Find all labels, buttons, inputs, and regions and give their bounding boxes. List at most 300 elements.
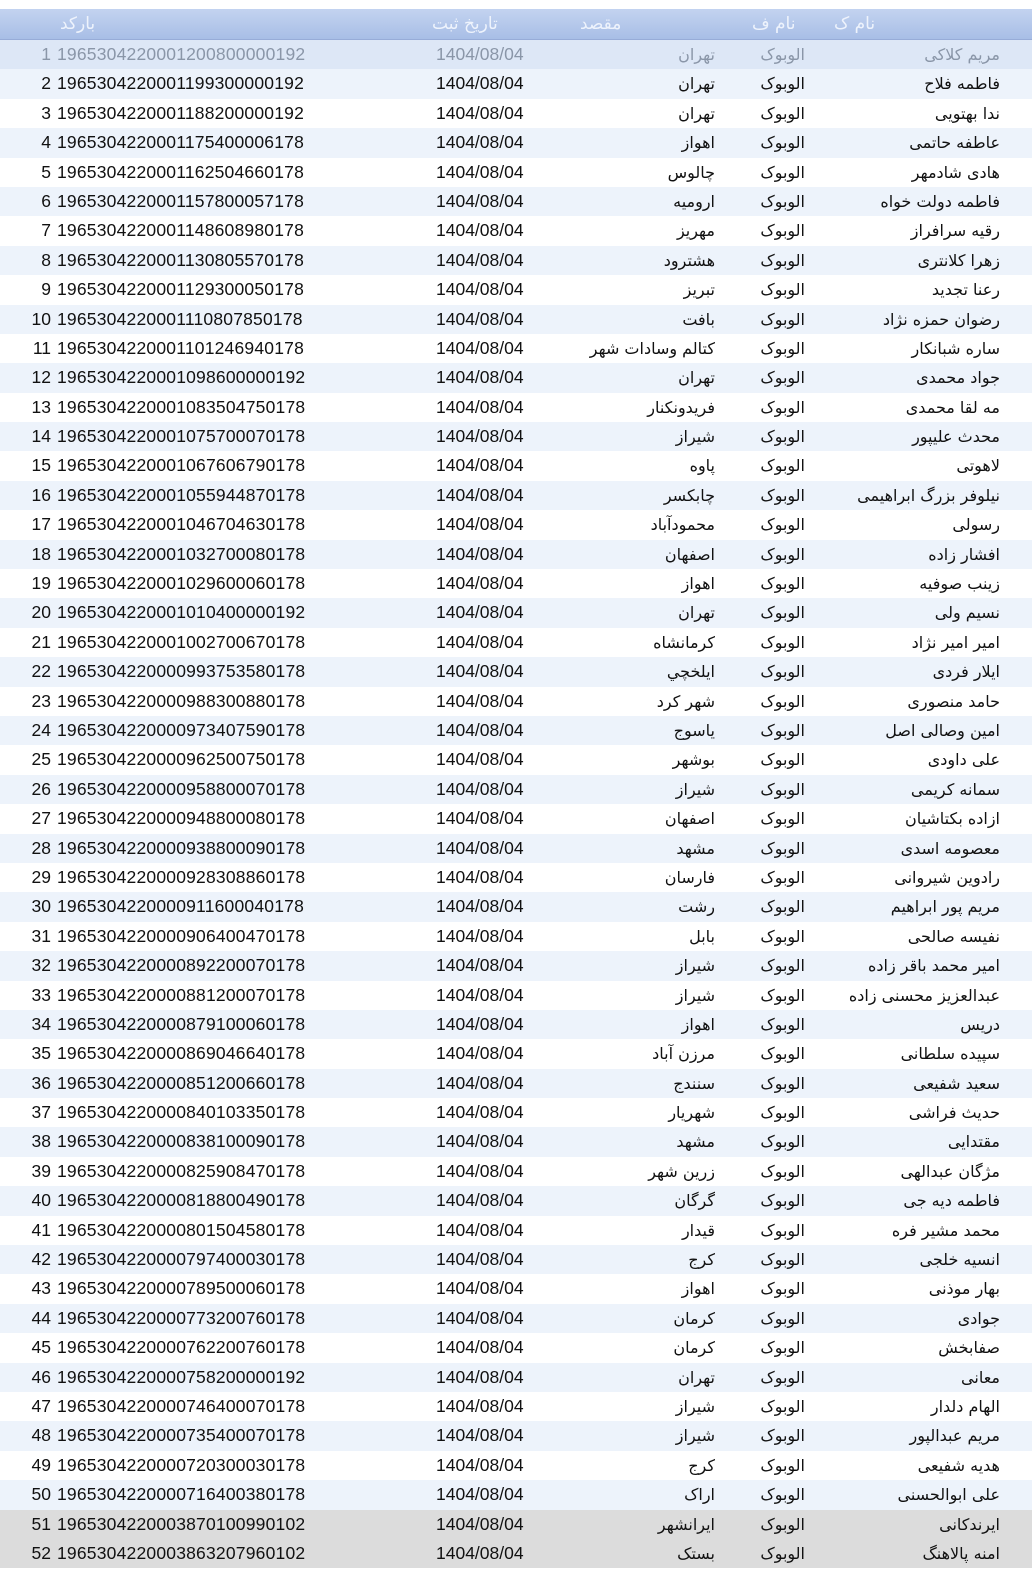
row-destination: تهران [678, 74, 715, 94]
table-row[interactable] [0, 1069, 1032, 1098]
row-number: 49 [31, 1454, 51, 1475]
table-row[interactable] [0, 687, 1032, 716]
row-first-name: زینب صوفیه [919, 574, 1000, 594]
row-last-name: الوبوک [760, 779, 805, 799]
table-row[interactable] [0, 246, 1032, 275]
row-number: 12 [31, 367, 51, 388]
row-last-name: الوبوک [760, 1220, 805, 1240]
row-first-name: سعید شفیعی [913, 1073, 1000, 1093]
row-destination: پاوه [689, 456, 715, 476]
row-date: 1404/08/04 [436, 602, 524, 623]
row-date: 1404/08/04 [436, 661, 524, 682]
table-header [0, 9, 1032, 40]
row-number: 36 [31, 1072, 51, 1093]
row-barcode: 1965304220000735400070178 [57, 1425, 306, 1446]
row-barcode: 1965304220000746400070178 [57, 1395, 306, 1416]
row-last-name: الوبوک [760, 691, 805, 711]
row-last-name: الوبوک [760, 133, 805, 153]
row-first-name: انسیه خلجی [919, 1250, 1000, 1270]
row-last-name: الوبوک [760, 485, 805, 505]
row-last-name: الوبوک [760, 74, 805, 94]
row-barcode: 1965304220003863207960102 [57, 1542, 306, 1563]
table-row[interactable] [0, 1039, 1032, 1068]
table-row[interactable] [0, 40, 1032, 69]
row-last-name: الوبوک [760, 1161, 805, 1181]
row-first-name: بهار موذنی [928, 1279, 1000, 1299]
row-barcode: 1965304220001029600060178 [57, 573, 306, 594]
table-row[interactable] [0, 363, 1032, 392]
table-row[interactable] [0, 1539, 1032, 1568]
table-row[interactable] [0, 1010, 1032, 1039]
row-destination: اهواز [681, 574, 715, 594]
row-barcode: 1965304220000789500060178 [57, 1278, 306, 1299]
row-number: 46 [31, 1366, 51, 1387]
row-number: 45 [31, 1337, 51, 1358]
row-number: 34 [31, 1013, 51, 1034]
row-barcode: 1965304220000825908470178 [57, 1160, 306, 1181]
row-date: 1404/08/04 [436, 573, 524, 594]
row-destination: اهواز [681, 133, 715, 153]
row-first-name: رعنا تجدید [931, 280, 1000, 300]
row-barcode: 1965304220001032700080178 [57, 543, 306, 564]
row-last-name: الوبوک [760, 1514, 805, 1534]
row-number: 50 [31, 1484, 51, 1505]
row-date: 1404/08/04 [436, 455, 524, 476]
row-barcode: 1965304220001129300050178 [57, 279, 305, 300]
table-row[interactable] [0, 481, 1032, 510]
row-destination: ایرانشهر [657, 1514, 715, 1534]
row-last-name: الوبوک [760, 1279, 805, 1299]
row-barcode: 1965304220000869046640178 [57, 1043, 306, 1064]
row-number: 25 [31, 749, 51, 770]
row-destination: سنندج [673, 1073, 715, 1093]
row-last-name: الوبوک [760, 1455, 805, 1475]
row-first-name: رضوان حمزه نژاد [882, 309, 1000, 329]
row-date: 1404/08/04 [436, 1190, 524, 1211]
row-number: 47 [31, 1395, 51, 1416]
table-row[interactable] [0, 451, 1032, 480]
row-date: 1404/08/04 [436, 896, 524, 917]
row-number: 17 [31, 514, 51, 535]
row-first-name: امیر امیر نژاد [911, 632, 1000, 652]
row-number: 52 [31, 1542, 51, 1563]
row-destination: فریدونکنار [647, 397, 715, 417]
row-date: 1404/08/04 [436, 1278, 524, 1299]
table-row[interactable] [0, 1274, 1032, 1303]
table-row[interactable] [0, 863, 1032, 892]
row-date: 1404/08/04 [436, 749, 524, 770]
table-row[interactable] [0, 922, 1032, 951]
row-number: 16 [31, 484, 51, 505]
row-last-name: الوبوک [760, 574, 805, 594]
row-date: 1404/08/04 [436, 190, 524, 211]
table-row[interactable] [0, 716, 1032, 745]
row-destination: کرج [688, 1455, 715, 1475]
row-destination: زرین شهر [648, 1161, 715, 1181]
row-last-name: الوبوک [760, 867, 805, 887]
row-first-name: هادی شادمهر [911, 162, 1000, 182]
row-last-name: الوبوک [760, 750, 805, 770]
row-last-name: الوبوک [760, 221, 805, 241]
table-row[interactable] [0, 745, 1032, 774]
row-barcode: 1965304220001200800000192 [57, 44, 306, 64]
table-row[interactable] [0, 1480, 1032, 1509]
row-date: 1404/08/04 [436, 778, 524, 799]
row-destination: تهران [678, 45, 715, 64]
row-first-name: سپیده سلطانی [900, 1044, 1000, 1064]
row-number: 48 [31, 1425, 51, 1446]
row-number: 10 [31, 308, 51, 329]
row-first-name: امیر محمد باقر زاده [868, 956, 1000, 976]
row-barcode: 1965304220001162504660178 [57, 161, 305, 182]
table-row[interactable] [0, 540, 1032, 569]
row-date: 1404/08/04 [436, 426, 524, 447]
row-barcode: 1965304220000993753580178 [57, 661, 306, 682]
row-last-name: الوبوک [760, 45, 805, 64]
row-last-name: الوبوک [760, 1014, 805, 1034]
table-row[interactable] [0, 1392, 1032, 1421]
table-row[interactable] [0, 834, 1032, 863]
row-number: 23 [31, 690, 51, 711]
table-row[interactable] [0, 510, 1032, 539]
row-barcode: 1965304220001046704630178 [57, 514, 306, 535]
row-number: 44 [31, 1307, 51, 1328]
row-first-name: مریم پور ابراهیم [890, 897, 1000, 917]
row-last-name: الوبوک [760, 720, 805, 740]
row-last-name: الوبوک [760, 250, 805, 270]
row-date: 1404/08/04 [436, 337, 524, 358]
row-barcode: 1965304220001010400000192 [57, 602, 306, 623]
row-date: 1404/08/04 [436, 631, 524, 652]
row-destination: فارسان [664, 867, 715, 887]
table-row[interactable] [0, 187, 1032, 216]
table-row[interactable] [0, 393, 1032, 422]
row-number: 35 [31, 1043, 51, 1064]
table-row[interactable] [0, 422, 1032, 451]
row-last-name: الوبوک [760, 280, 805, 300]
row-destination: شیراز [675, 427, 715, 447]
table-row[interactable] [0, 1157, 1032, 1186]
table-row[interactable] [0, 775, 1032, 804]
row-first-name: جوادی [957, 1308, 1000, 1328]
row-first-name: معصومه اسدی [900, 838, 1000, 858]
row-destination: اهواز [681, 1279, 715, 1299]
row-barcode: 1965304220000973407590178 [57, 719, 306, 740]
row-destination: ایلخچي [666, 662, 715, 682]
row-last-name: الوبوک [760, 897, 805, 917]
row-date: 1404/08/04 [436, 484, 524, 505]
row-first-name: حامد منصوری [907, 691, 1000, 711]
row-number: 28 [31, 837, 51, 858]
row-first-name: صفابخش [938, 1338, 1000, 1358]
row-last-name: الوبوک [760, 397, 805, 417]
row-last-name: الوبوک [760, 1250, 805, 1270]
row-first-name: محمد مشیر فره [891, 1220, 1000, 1240]
header-destination[interactable]: مقصد [580, 14, 622, 34]
row-number: 11 [32, 337, 51, 358]
row-last-name: الوبوک [760, 1426, 805, 1446]
table-row[interactable] [0, 1304, 1032, 1333]
row-last-name: الوبوک [760, 1132, 805, 1152]
row-last-name: الوبوک [760, 1367, 805, 1387]
row-barcode: 1965304220000892200070178 [57, 955, 306, 976]
row-date: 1404/08/04 [436, 984, 524, 1005]
table-row[interactable] [0, 951, 1032, 980]
row-first-name: ایرندکانی [939, 1514, 1000, 1534]
table-body [0, 40, 1032, 1568]
row-destination: اراک [684, 1485, 715, 1505]
row-last-name: الوبوک [760, 1044, 805, 1064]
row-first-name: نفیسه صالحی [907, 926, 1000, 946]
table-row[interactable] [0, 158, 1032, 187]
row-date: 1404/08/04 [436, 1425, 524, 1446]
table-row[interactable] [0, 275, 1032, 304]
row-barcode: 1965304220001188200000192 [57, 102, 305, 123]
table-row[interactable] [0, 598, 1032, 627]
row-barcode: 1965304220000928308860178 [57, 866, 306, 887]
row-barcode: 1965304220000962500750178 [57, 749, 306, 770]
table-row[interactable] [0, 305, 1032, 334]
row-barcode: 1965304220001157800057178 [57, 190, 305, 211]
row-last-name: الوبوک [760, 956, 805, 976]
row-barcode: 1965304220003870100990102 [57, 1513, 306, 1534]
row-last-name: الوبوک [760, 1396, 805, 1416]
table-row[interactable] [0, 1451, 1032, 1480]
row-number: 4 [41, 132, 51, 153]
row-date: 1404/08/04 [436, 1454, 524, 1475]
row-date: 1404/08/04 [436, 1072, 524, 1093]
row-last-name: الوبوک [760, 338, 805, 358]
table-row[interactable] [0, 1245, 1032, 1274]
row-date: 1404/08/04 [436, 866, 524, 887]
row-barcode: 1965304220000801504580178 [57, 1219, 306, 1240]
row-number: 3 [41, 102, 51, 123]
row-destination: مهریز [676, 221, 715, 241]
row-destination: کرمان [673, 1338, 715, 1358]
table-row[interactable] [0, 1098, 1032, 1127]
row-destination: تهران [678, 103, 715, 123]
row-barcode: 1965304220001002700670178 [57, 631, 306, 652]
row-first-name: امنه پالاهنگ [922, 1543, 1000, 1563]
row-destination: یاسوج [673, 720, 715, 740]
row-number: 38 [31, 1131, 51, 1152]
row-number: 37 [31, 1102, 51, 1123]
row-date: 1404/08/04 [436, 1542, 524, 1563]
row-destination: کتالم وسادات شهر [589, 338, 715, 358]
row-first-name: مه لقا محمدی [905, 397, 1000, 417]
row-last-name: الوبوک [760, 985, 805, 1005]
row-destination: چابکسر [663, 485, 715, 505]
row-date: 1404/08/04 [436, 73, 524, 94]
table-row[interactable] [0, 1510, 1032, 1539]
row-barcode: 1965304220000988300880178 [57, 690, 306, 711]
row-first-name: محدث علیپور [912, 427, 1000, 447]
row-last-name: الوبوک [760, 191, 805, 211]
row-date: 1404/08/04 [436, 396, 524, 417]
row-date: 1404/08/04 [436, 1307, 524, 1328]
row-last-name: الوبوک [760, 544, 805, 564]
row-last-name: الوبوک [760, 926, 805, 946]
row-number: 30 [31, 896, 51, 917]
row-number: 13 [31, 396, 51, 417]
row-destination: مشهد [676, 838, 715, 858]
row-first-name: علی ابوالحسنی [897, 1485, 1000, 1505]
table-row[interactable] [0, 1186, 1032, 1215]
row-first-name: معانی [961, 1367, 1000, 1387]
row-number: 21 [31, 631, 51, 652]
row-destination: گرگان [674, 1191, 715, 1211]
row-first-name: امین وصالی اصل [885, 720, 1000, 740]
row-number: 29 [31, 866, 51, 887]
row-date: 1404/08/04 [436, 1013, 524, 1034]
row-last-name: الوبوک [760, 456, 805, 476]
table-row[interactable] [0, 804, 1032, 833]
table-row[interactable] [0, 1216, 1032, 1245]
row-number: 2 [41, 73, 51, 94]
row-date: 1404/08/04 [436, 925, 524, 946]
row-barcode: 1965304220000879100060178 [57, 1013, 306, 1034]
row-destination: اصفهان [664, 544, 715, 564]
table-row[interactable] [0, 99, 1032, 128]
row-barcode: 1965304220000716400380178 [57, 1484, 306, 1505]
row-destination: ارومیه [673, 191, 715, 211]
row-number: 51 [31, 1513, 51, 1534]
row-destination: تهران [678, 368, 715, 388]
row-first-name: فاطمه دولت خواه [880, 191, 1000, 211]
row-number: 14 [31, 426, 51, 447]
row-first-name: الهام دلدار [930, 1396, 1000, 1416]
table-row[interactable] [0, 1421, 1032, 1450]
row-date: 1404/08/04 [436, 132, 524, 153]
table-row[interactable] [0, 1363, 1032, 1392]
header-first-name[interactable]: نام ک [834, 14, 876, 34]
row-first-name: ندا بهتویی [934, 103, 1000, 123]
row-barcode: 1965304220001098600000192 [57, 367, 306, 388]
table-row[interactable] [0, 334, 1032, 363]
row-last-name: الوبوک [760, 427, 805, 447]
row-barcode: 1965304220001130805570178 [57, 249, 305, 270]
row-number: 9 [41, 279, 51, 300]
row-first-name: مقتدایی [947, 1132, 1000, 1152]
row-date: 1404/08/04 [436, 514, 524, 535]
row-destination: شهر کرد [656, 691, 715, 711]
row-number: 20 [31, 602, 51, 623]
row-date: 1404/08/04 [436, 690, 524, 711]
table-row[interactable] [0, 569, 1032, 598]
row-first-name: حدیث فراشی [908, 1103, 1000, 1123]
table-row[interactable] [0, 657, 1032, 686]
row-destination: شیراز [675, 1426, 715, 1446]
row-first-name: نیلوفر بزرگ ابراهیمی [857, 485, 1000, 505]
row-destination: مرزن آباد [652, 1044, 715, 1064]
row-number: 41 [31, 1219, 51, 1240]
row-barcode: 1965304220000881200070178 [57, 984, 306, 1005]
row-barcode: 1965304220001075700070178 [57, 426, 306, 447]
row-date: 1404/08/04 [436, 249, 524, 270]
row-first-name: ساره شبانکار [911, 338, 1000, 358]
row-destination: مشهد [676, 1132, 715, 1152]
row-destination: کرمان [673, 1308, 715, 1328]
row-number: 24 [31, 719, 51, 740]
row-date: 1404/08/04 [436, 1513, 524, 1534]
row-number: 22 [31, 661, 51, 682]
row-destination: تبریز [683, 280, 715, 300]
row-barcode: 1965304220001110807850178 [57, 308, 303, 329]
row-date: 1404/08/04 [436, 102, 524, 123]
row-first-name: زهرا کلانتری [917, 250, 1000, 270]
header-date[interactable]: تاریخ ثبت [432, 14, 498, 34]
row-last-name: الوبوک [760, 162, 805, 182]
row-destination: بابل [689, 926, 715, 946]
row-number: 5 [41, 161, 51, 182]
row-date: 1404/08/04 [436, 1102, 524, 1123]
row-first-name: دریس [960, 1014, 1000, 1034]
row-first-name: مریم عبدالپور [909, 1426, 1000, 1446]
row-first-name: مژگان عبدالهی [900, 1161, 1000, 1181]
table-row[interactable] [0, 128, 1032, 157]
row-date: 1404/08/04 [436, 1249, 524, 1270]
table-row[interactable] [0, 981, 1032, 1010]
row-first-name: رقیه سرافراز [910, 221, 1000, 241]
header-last-name[interactable]: نام ف [752, 14, 796, 34]
row-first-name: جواد محمدی [916, 368, 1000, 388]
row-date: 1404/08/04 [436, 308, 524, 329]
row-date: 1404/08/04 [436, 367, 524, 388]
row-number: 31 [31, 925, 51, 946]
table-row[interactable] [0, 216, 1032, 245]
row-date: 1404/08/04 [436, 44, 524, 64]
table-row[interactable] [0, 1333, 1032, 1362]
row-last-name: الوبوک [760, 1543, 805, 1563]
row-first-name: عبدالعزیز محسنی زاده [848, 985, 1000, 1005]
table-row[interactable] [0, 1127, 1032, 1156]
row-number: 19 [31, 573, 51, 594]
row-destination: تهران [678, 1367, 715, 1387]
row-first-name: فاطمه فلاح [924, 74, 1000, 94]
row-first-name: رسولی [952, 515, 1000, 535]
table-row[interactable] [0, 628, 1032, 657]
row-last-name: الوبوک [760, 1308, 805, 1328]
row-destination: قیدار [681, 1220, 715, 1240]
row-barcode: 1965304220000818800490178 [57, 1190, 306, 1211]
row-first-name: نسیم ولی [934, 603, 1000, 623]
table-row[interactable] [0, 69, 1032, 98]
row-barcode: 1965304220000720300030178 [57, 1454, 306, 1475]
row-barcode: 1965304220001067606790178 [57, 455, 306, 476]
row-barcode: 1965304220000840103350178 [57, 1102, 306, 1123]
row-number: 15 [31, 455, 51, 476]
row-date: 1404/08/04 [436, 837, 524, 858]
row-barcode: 1965304220001101246940178 [57, 337, 305, 358]
row-destination: بافت [682, 309, 715, 329]
row-destination: شیراز [675, 956, 715, 976]
row-destination: شیراز [675, 779, 715, 799]
row-date: 1404/08/04 [436, 719, 524, 740]
row-first-name: فاطمه دیه جی [903, 1191, 1000, 1211]
row-date: 1404/08/04 [436, 220, 524, 241]
row-first-name: سمانه کریمی [910, 779, 1000, 799]
row-date: 1404/08/04 [436, 1160, 524, 1181]
row-number: 42 [31, 1249, 51, 1270]
row-number: 32 [31, 955, 51, 976]
table-row[interactable] [0, 892, 1032, 921]
row-last-name: الوبوک [760, 662, 805, 682]
row-barcode: 1965304220000911600040178 [57, 896, 305, 917]
row-last-name: الوبوک [760, 309, 805, 329]
header-barcode[interactable]: بارکد [60, 14, 96, 34]
row-date: 1404/08/04 [436, 1219, 524, 1240]
row-number: 33 [31, 984, 51, 1005]
